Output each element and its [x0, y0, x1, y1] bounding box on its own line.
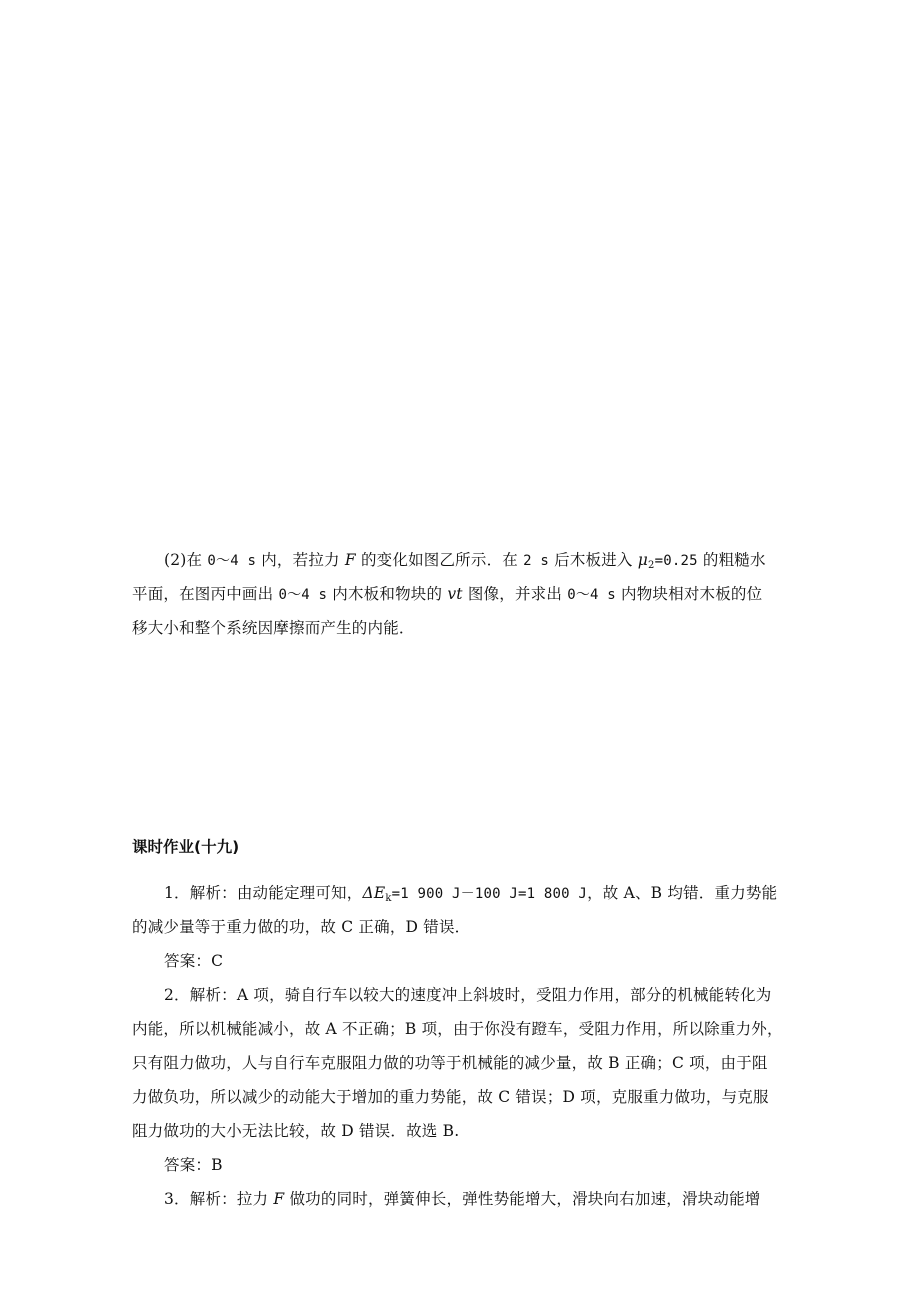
text-segment: 内物块相对木板的位 [615, 585, 763, 603]
q2-answer: 答案：B [164, 1156, 223, 1174]
problem-line-2 [132, 577, 800, 611]
k-subscript: k [385, 893, 392, 904]
q2-line-2: 内能，所以机械能减小，故 A 不正确；B 项，由于你没有蹬车，受阻力作用，所以除重力外， [132, 1020, 783, 1038]
text-segment: 3．解析：拉力 [164, 1190, 274, 1208]
text-segment: 内木板和物块的 [327, 585, 448, 603]
mu-value: =0.25 [654, 553, 698, 569]
section-title: 课时作业(十九) [132, 838, 240, 856]
q2-line-4: 力做负功，所以减少的动能大于增加的重力势能，故 C 错误；D 项，克服重力做功，与克服 [132, 1088, 769, 1106]
problem-line-1 [132, 543, 800, 577]
text-segment: ，故 A、B 均错．重力势能 [587, 884, 778, 902]
q3-line-1 [132, 1182, 800, 1216]
q2-line-1: 2．解析：A 项，骑自行车以较大的速度冲上斜坡时，受阻力作用，部分的机械能转化为 [164, 986, 772, 1004]
t-symbol: t [456, 585, 463, 603]
text-segment: 做功的同时，弹簧伸长，弹性势能增大，滑块向右加速，滑块动能增 [284, 1190, 761, 1208]
text-segment: 内，若拉力 [256, 551, 345, 569]
time-range: 0～4 s [567, 587, 616, 603]
text-segment: 后木板进入 [549, 551, 638, 569]
q1-answer: 答案：C [164, 952, 224, 970]
force-symbol: F [273, 1190, 285, 1208]
delta-ek-symbol: ΔE [362, 884, 386, 902]
problem-part-2 [132, 543, 800, 645]
text-segment: 的变化如图乙所示．在 [355, 551, 524, 569]
time-value: 2 s [523, 553, 549, 569]
text-segment: 平面，在图丙中画出 [132, 585, 279, 603]
time-range: 0～4 s [207, 553, 257, 569]
energy-equation: =1 900 J－100 J=1 800 J [391, 886, 588, 902]
mu-subscript: 2 [648, 560, 655, 571]
force-symbol: F [344, 551, 356, 569]
text-segment: 1．解析：由动能定理可知， [164, 884, 363, 902]
time-range: 0～4 s [278, 587, 328, 603]
q2-line-3: 只有阻力做功，人与自行车克服阻力做的功等于机械能的减少量，故 B 正确；C 项，由于阻 [132, 1054, 768, 1072]
q1-line-2: 的减少量等于重力做的功，故 C 正确，D 错误． [132, 918, 471, 936]
v-symbol: v [447, 585, 457, 603]
text-segment: 的粗糙水 [697, 551, 766, 569]
mu-symbol: μ [637, 551, 649, 569]
answers-section [132, 876, 800, 1216]
text-segment: (2)在 [164, 551, 208, 569]
problem-line-3: 移大小和整个系统因摩擦而产生的内能． [132, 619, 415, 637]
text-segment: 图像，并求出 [462, 585, 568, 603]
q1-line-1 [132, 876, 800, 910]
q2-line-5: 阻力做功的大小无法比较，故 D 错误．故选 B. [132, 1122, 460, 1140]
